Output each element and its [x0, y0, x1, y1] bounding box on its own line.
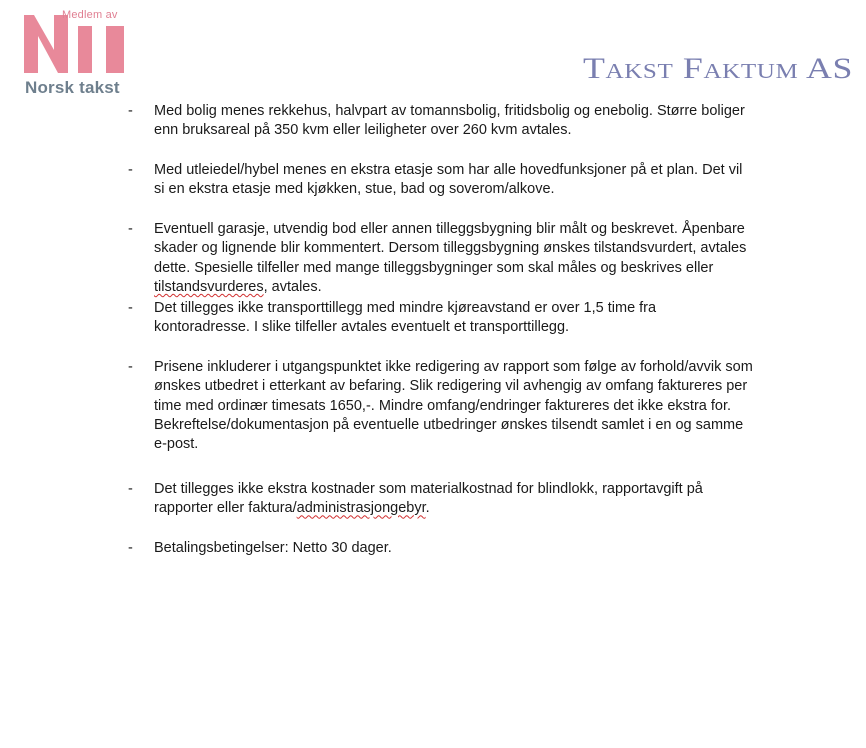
- list-dash: -: [128, 359, 133, 375]
- list-dash: -: [128, 103, 133, 119]
- list-item-line: Det tillegges ikke transporttillegg med mindre kjøreavstand er over 1,5 time fra: [154, 300, 657, 316]
- org-name: Norsk takst: [25, 78, 120, 97]
- list-dash: -: [128, 300, 133, 316]
- list-item-line: Betalingsbetingelser: Netto 30 dager.: [154, 540, 392, 556]
- list-dash: -: [128, 221, 133, 237]
- list-item-line: time med ordinær timesats 1650,-. Mindre omfang/endringer faktureres det ikke ekstra for.: [154, 397, 732, 414]
- list-dash: -: [128, 162, 133, 178]
- takst-faktum-logo: [583, 48, 855, 84]
- list-item-line: [154, 278, 784, 297]
- list-item-line: si en ekstra etasje med kjøkken, stue, bad og soverom/alkove.: [154, 181, 555, 198]
- list-item-line: Med bolig menes rekkehus, halvpart av tomannsbolig, fritidsbolig og enebolig. Større boliger: [154, 103, 745, 119]
- list-item-line: dette. Spesielle tilfeller med mange tilleggsbygninger som skal måles og beskrives eller: [154, 259, 714, 276]
- list-item-line: Bekreftelse/dokumentasjon på eventuelle utbedringer ønskes tilsendt samlet i en og samme: [154, 416, 744, 433]
- company-logo-text: Takst Faktum AS: [583, 52, 853, 84]
- line-prefix: rapporter eller faktura/: [154, 500, 297, 517]
- takst-faktum-wordmark: [583, 48, 855, 84]
- norsk-takst-mark-icon: [24, 12, 128, 78]
- list-item-line: [154, 499, 784, 518]
- norsk-takst-logo: [24, 9, 128, 99]
- list-dash: -: [128, 481, 133, 497]
- member-label: Medlem av: [62, 9, 118, 21]
- list-item-line: skader og lignende blir kommentert. Dersom tilleggsbygning ønskes tilstandsvurdert, avtales: [154, 240, 747, 257]
- line-remainder: , avtales.: [263, 278, 322, 295]
- list-item-line: Eventuell garasje, utvendig bod eller annen tilleggsbygning blir målt og beskrevet. Åpenbare: [154, 221, 745, 237]
- list-item-line: ønskes utbedret i etterkant av befaring. Slik redigering vil avhengig av omfang faktureres per: [154, 378, 748, 395]
- list-dash: -: [128, 540, 133, 556]
- list-item-line: Det tillegges ikke ekstra kostnader som materialkostnad for blindlokk, rapportavgift på: [154, 481, 703, 497]
- list-item-line: Med utleiedel/hybel menes en ekstra etasje som har alle hovedfunksjoner på et plan. Det vil: [154, 162, 743, 178]
- line-remainder: .: [425, 500, 430, 517]
- misspelled-word: administrasjongebyr: [296, 500, 426, 517]
- list-item-line: enn bruksareal på 350 kvm eller leiligheter over 260 kvm avtales.: [154, 122, 572, 139]
- list-item-line: e-post.: [154, 436, 199, 453]
- list-item-line: kontoradresse. I slike tilfeller avtales eventuelt et transporttillegg.: [154, 319, 570, 336]
- list-item-line: Prisene inkluderer i utgangspunktet ikke redigering av rapport som følge av forhold/avvik som: [154, 359, 753, 375]
- misspelled-word: tilstandsvurderes: [154, 278, 264, 295]
